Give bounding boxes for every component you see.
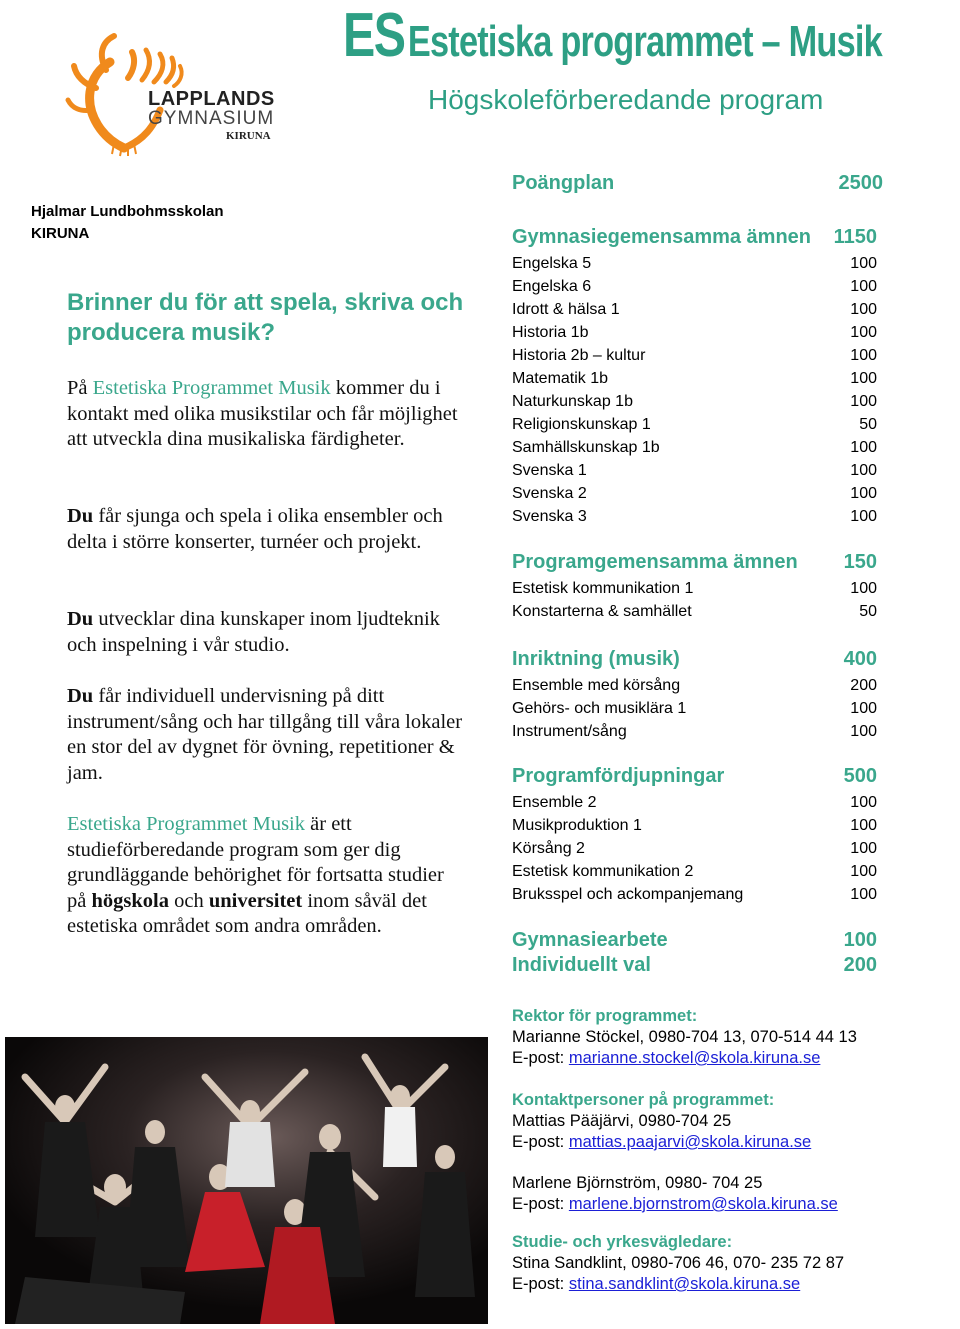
points-row-value: 100	[850, 301, 877, 318]
points-section-label: Inriktning (musik)	[512, 648, 680, 670]
points-plan-total: 2500	[838, 172, 883, 194]
points-row-value: 100	[850, 700, 877, 717]
intro-paragraph-5: Estetiska Programmet Musik är ett studieförberedande program som ger dig grundläggande behörighet för fortsatta studier på högskola och universitet inom såväl det estetiska området som andra områden.	[67, 813, 444, 938]
points-section-value: 400	[843, 648, 877, 670]
program-name: Estetiska programmet – Musik	[407, 17, 882, 66]
intro-headline: Brinner du för att spela, skriva och producera musik?	[67, 289, 464, 346]
points-section-header	[512, 648, 877, 671]
points-row	[512, 321, 877, 344]
points-row	[512, 367, 877, 390]
points-row-value: 100	[850, 863, 877, 880]
intro-paragraph-4: Du får individuell undervisning på ditt instrument/sång och har tillgång till våra lokaler en stor del av dygnet för övning, repetitioner & jam.	[67, 685, 463, 784]
points-row-label: Samhällskunskap 1b	[512, 439, 660, 456]
points-row-label: Körsång 2	[512, 840, 585, 857]
logo-text-gymnasium: GYMNASIUM	[148, 108, 275, 129]
principal-email-row: E-post: marianne.stockel@skola.kiruna.se	[512, 1049, 821, 1067]
points-section-value: 150	[843, 551, 877, 573]
points-row	[512, 674, 877, 697]
contact-person-1-email-row: E-post: mattias.paajarvi@skola.kiruna.se	[512, 1133, 812, 1151]
points-row-label: Svenska 3	[512, 508, 587, 525]
points-row-value: 50	[859, 416, 877, 433]
points-row-label: Ensemble 2	[512, 794, 597, 811]
points-row-label: Ensemble med körsång	[512, 677, 681, 694]
points-section-label: Individuellt val	[512, 954, 651, 976]
points-row-value: 100	[850, 723, 877, 740]
points-row	[512, 837, 877, 860]
counselor-heading: Studie- och yrkesvägledare:	[512, 1233, 733, 1251]
points-row-value: 100	[850, 278, 877, 295]
intro-paragraph-3: Du utvecklar dina kunskaper inom ljudteknik och inspelning i vår studio.	[67, 608, 440, 656]
contact-persons-heading: Kontaktpersoner på programmet:	[512, 1091, 775, 1109]
points-row-label: Estetisk kommunikation 1	[512, 580, 694, 597]
points-row-label: Religionskunskap 1	[512, 416, 651, 433]
points-section-value: 100	[843, 929, 877, 951]
points-row-value: 100	[850, 794, 877, 811]
principal-heading: Rektor för programmet:	[512, 1007, 698, 1025]
points-row-value: 100	[850, 508, 877, 525]
program-code: ES	[343, 1, 405, 70]
points-row	[512, 275, 877, 298]
points-row-value: 100	[850, 347, 877, 364]
points-row-label: Historia 1b	[512, 324, 589, 341]
points-plan-header	[512, 172, 883, 195]
points-row-value: 200	[850, 677, 877, 694]
points-row-value: 100	[850, 393, 877, 410]
points-row-value: 50	[859, 603, 877, 620]
contact-person-1-email-link[interactable]: mattias.paajarvi@skola.kiruna.se	[568, 1133, 812, 1151]
principal-line: Marianne Stöckel, 0980-704 13, 070-514 44 13	[512, 1028, 857, 1046]
points-row	[512, 482, 877, 505]
points-row-label: Konstarterna & samhället	[512, 603, 692, 620]
points-row-label: Gehörs- och musiklära 1	[512, 700, 687, 717]
points-row	[512, 600, 877, 623]
points-row-label: Engelska 5	[512, 255, 592, 272]
points-row	[512, 344, 877, 367]
points-row-value: 100	[850, 840, 877, 857]
page-subtitle: Högskoleförberedande program	[428, 84, 824, 115]
contact-person-1-line: Mattias Pääjärvi, 0980-704 25	[512, 1112, 732, 1130]
points-section-header	[512, 929, 877, 952]
points-row-label: Matematik 1b	[512, 370, 609, 387]
points-row	[512, 436, 877, 459]
points-row-value: 100	[850, 370, 877, 387]
points-row	[512, 697, 877, 720]
points-row-value: 100	[850, 485, 877, 502]
counselor-email-link[interactable]: stina.sandklint@skola.kiruna.se	[568, 1275, 801, 1293]
points-section-label: Programfördjupningar	[512, 765, 725, 787]
points-row-label: Instrument/sång	[512, 723, 627, 740]
school-block	[31, 201, 224, 245]
points-row	[512, 791, 877, 814]
points-row-label: Svenska 1	[512, 462, 587, 479]
school-name: Hjalmar Lundbohmsskolan	[31, 203, 224, 220]
points-row	[512, 814, 877, 837]
points-section-header	[512, 226, 877, 249]
points-row	[512, 883, 877, 906]
contacts-block	[512, 1006, 952, 1295]
contact-person-2-line: Marlene Björnström, 0980- 704 25	[512, 1174, 763, 1192]
page-title	[343, 0, 882, 71]
points-row-value: 100	[850, 439, 877, 456]
counselor-line: Stina Sandklint, 0980-706 46, 070- 235 72 87	[512, 1254, 845, 1272]
points-row	[512, 413, 877, 436]
points-row	[512, 459, 877, 482]
points-section-value: 500	[843, 765, 877, 787]
points-row-label: Historia 2b – kultur	[512, 347, 646, 364]
points-row-value: 100	[850, 886, 877, 903]
points-row-value: 100	[850, 324, 877, 341]
points-section-header	[512, 551, 877, 574]
points-row-label: Engelska 6	[512, 278, 592, 295]
counselor-email-row: E-post: stina.sandklint@skola.kiruna.se	[512, 1275, 801, 1293]
points-row-value: 100	[850, 255, 877, 272]
points-row-label: Svenska 2	[512, 485, 587, 502]
intro-paragraph-1: På Estetiska Programmet Musik kommer du i kontakt med olika musikstilar och får möjlighet att utveckla dina musikaliska färdigheter.	[67, 377, 458, 451]
points-section-value: 200	[843, 954, 877, 976]
points-section-label: Gymnasiegemensamma ämnen	[512, 226, 812, 248]
intro-paragraph-2: Du får sjunga och spela i olika ensembler och delta i större konserter, turnéer och projekt.	[67, 505, 443, 553]
points-row-label: Musikproduktion 1	[512, 817, 642, 834]
principal-email-link[interactable]: marianne.stockel@skola.kiruna.se	[568, 1049, 821, 1067]
points-section-value: 1150	[833, 226, 877, 248]
points-row	[512, 860, 877, 883]
points-row-value: 100	[850, 462, 877, 479]
points-section-label: Gymnasiearbete	[512, 929, 668, 951]
stage-performance-photo	[5, 1037, 488, 1324]
points-plan-title: Poängplan	[512, 172, 615, 194]
points-section-header	[512, 954, 877, 977]
points-row-label: Bruksspel och ackompanjemang	[512, 886, 744, 903]
points-row	[512, 505, 877, 528]
points-row	[512, 390, 877, 413]
points-row-label: Estetisk kommunikation 2	[512, 863, 694, 880]
school-city: KIRUNA	[31, 225, 90, 242]
contact-person-2-email-row: E-post: marlene.bjornstrom@skola.kiruna.se	[512, 1195, 838, 1213]
points-row-label: Idrott & hälsa 1	[512, 301, 620, 318]
points-row-label: Naturkunskap 1b	[512, 393, 633, 410]
points-row	[512, 720, 877, 743]
points-row	[512, 577, 877, 600]
contact-person-2-email-link[interactable]: marlene.bjornstrom@skola.kiruna.se	[568, 1195, 838, 1213]
logo-text-kiruna: KIRUNA	[226, 130, 271, 142]
points-row	[512, 252, 877, 275]
points-row-value: 100	[850, 580, 877, 597]
points-section-label: Programgemensamma ämnen	[512, 551, 798, 573]
logo-text-lapplands: LAPPLANDS	[148, 88, 275, 110]
points-row-value: 100	[850, 817, 877, 834]
points-section-header	[512, 765, 877, 788]
points-row	[512, 298, 877, 321]
